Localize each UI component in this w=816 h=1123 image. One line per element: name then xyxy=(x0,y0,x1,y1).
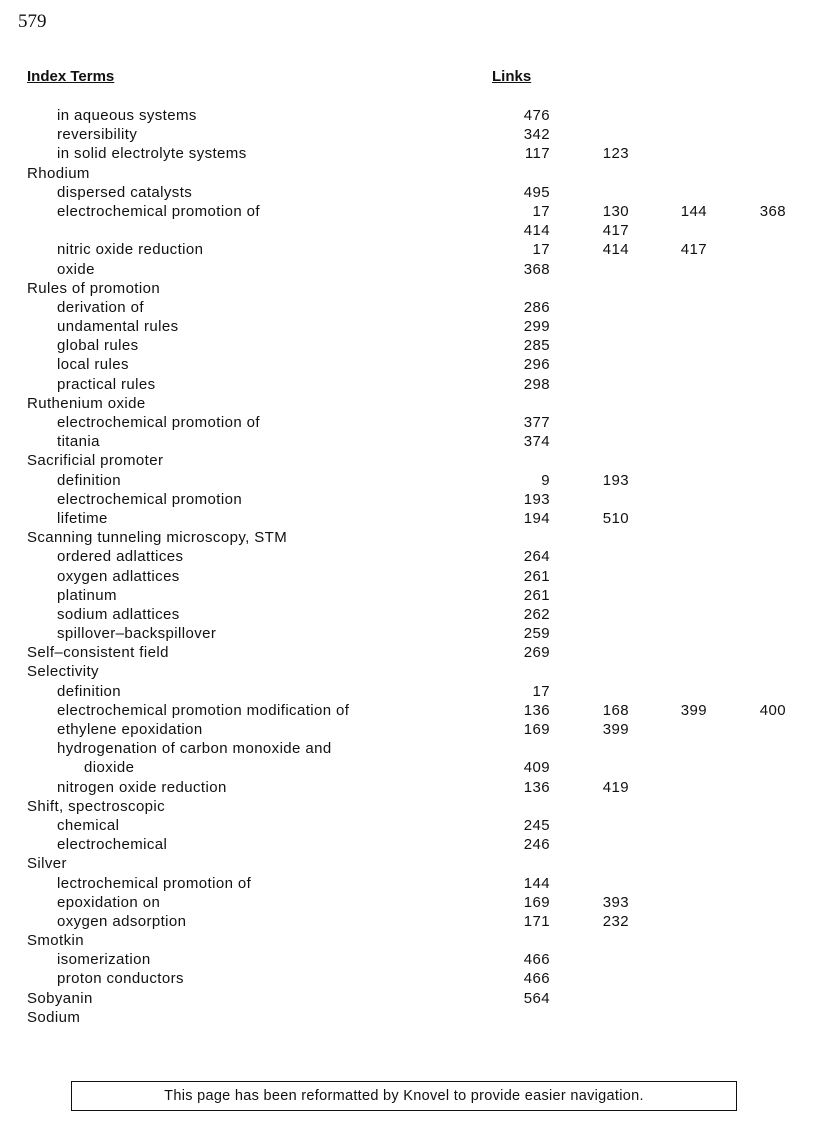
page-link[interactable]: 417 xyxy=(602,222,629,240)
index-subterm: in solid electrolyte systems xyxy=(57,145,247,163)
page-link[interactable]: 377 xyxy=(523,414,550,431)
page-link[interactable]: 169 xyxy=(523,893,550,911)
index-subterm: electrochemical promotion of xyxy=(57,414,260,431)
index-subterm: spillover–backspillover xyxy=(57,625,217,643)
index-subterm: oxide xyxy=(57,260,95,278)
page-link[interactable]: 414 xyxy=(523,222,550,240)
page-link[interactable]: 466 xyxy=(523,970,550,988)
page-link[interactable]: 17 xyxy=(532,241,550,259)
index-subterm: electrochemical promotion xyxy=(57,490,243,508)
index-entry xyxy=(0,144,816,163)
index-entry xyxy=(0,1008,816,1027)
index-entry xyxy=(0,471,816,490)
index-term-main: Sobyanin xyxy=(27,989,93,1007)
index-subterm: proton conductors xyxy=(57,970,184,988)
page-link[interactable]: 299 xyxy=(523,318,550,336)
page-link[interactable]: 368 xyxy=(759,202,786,220)
index-entry xyxy=(0,739,816,758)
page-link[interactable]: 259 xyxy=(523,625,550,643)
page-link[interactable]: 117 xyxy=(524,145,550,163)
index-entry xyxy=(0,643,816,662)
index-terms-heading: Index Terms xyxy=(27,68,115,85)
index-entry xyxy=(0,260,816,279)
page-number: 579 xyxy=(18,11,47,32)
index-entry xyxy=(0,854,816,873)
page-link[interactable]: 193 xyxy=(523,490,550,508)
index-entry xyxy=(0,221,816,240)
page-link[interactable]: 17 xyxy=(532,202,550,220)
index-entry xyxy=(0,183,816,202)
page-link[interactable]: 17 xyxy=(532,682,550,700)
index-term-main: Silver xyxy=(27,855,67,873)
index-subterm: isomerization xyxy=(57,951,151,969)
index-entry xyxy=(0,394,816,413)
page-link[interactable]: 245 xyxy=(523,816,550,834)
page-link[interactable]: 298 xyxy=(523,375,550,393)
index-subterm: epoxidation on xyxy=(57,893,161,911)
page-link[interactable]: 400 xyxy=(759,701,786,719)
index-entry xyxy=(0,950,816,969)
page-link[interactable]: 495 xyxy=(523,183,550,201)
index-entry xyxy=(0,202,816,221)
index-entry xyxy=(0,912,816,931)
index-entry xyxy=(0,624,816,643)
index-entry xyxy=(0,758,816,777)
index-term-main: Ruthenium oxide xyxy=(27,394,146,412)
index-term-main: Rhodium xyxy=(27,164,90,182)
index-entry xyxy=(0,125,816,144)
page-link[interactable]: 409 xyxy=(523,759,550,777)
index-subterm: nitric oxide reduction xyxy=(57,241,204,259)
index-term-main: Sacrificial promoter xyxy=(27,452,164,470)
index-subterm: sodium adlattices xyxy=(57,605,180,623)
index-entry xyxy=(0,605,816,624)
page-link[interactable]: 261 xyxy=(523,586,550,604)
index-entry xyxy=(0,432,816,451)
index-entry xyxy=(0,279,816,298)
knovel-notice-text: This page has been reformatted by Knovel to provide easier navigation. xyxy=(164,1088,644,1104)
index-subterm: hydrogenation of carbon monoxide and xyxy=(57,740,332,758)
page-link[interactable]: 417 xyxy=(680,241,707,259)
page-link[interactable]: 466 xyxy=(523,951,550,969)
index-entry xyxy=(0,490,816,509)
index-entry xyxy=(0,451,816,470)
index-subterm: titania xyxy=(57,433,100,451)
page-link[interactable]: 9 xyxy=(541,471,550,489)
page-link[interactable]: 168 xyxy=(602,701,629,719)
index-entry xyxy=(0,816,816,835)
index-entry xyxy=(0,547,816,566)
index-header xyxy=(0,68,816,88)
page-link[interactable]: 564 xyxy=(523,989,550,1007)
page-link[interactable]: 264 xyxy=(523,548,550,566)
page-link[interactable]: 136 xyxy=(523,778,550,796)
index-entry xyxy=(0,778,816,797)
index-entry xyxy=(0,874,816,893)
index-subterm: practical rules xyxy=(57,375,156,393)
index-entry xyxy=(0,682,816,701)
index-entry xyxy=(0,298,816,317)
links-heading: Links xyxy=(492,68,532,85)
page-link[interactable]: 246 xyxy=(523,836,550,854)
page-link[interactable]: 269 xyxy=(523,644,550,662)
knovel-notice xyxy=(71,1081,737,1111)
page-link[interactable]: 136 xyxy=(523,701,550,719)
index-entry xyxy=(0,355,816,374)
page-link[interactable]: 261 xyxy=(523,567,550,585)
index-entry xyxy=(0,720,816,739)
page-link[interactable]: 419 xyxy=(602,778,629,796)
page-link[interactable]: 393 xyxy=(602,893,629,911)
page-link[interactable]: 123 xyxy=(602,145,629,163)
index-term-main: Smotkin xyxy=(27,932,84,950)
page-link[interactable]: 510 xyxy=(602,509,629,527)
index-subterm: electrochemical xyxy=(57,836,168,854)
index-entry xyxy=(0,509,816,528)
index-term-main: Sodium xyxy=(27,1008,81,1026)
page-link[interactable]: 171 xyxy=(523,912,550,930)
index-subterm: oxygen adsorption xyxy=(57,912,187,930)
index-term-main: Shift, spectroscopic xyxy=(27,797,166,815)
index-term-main: Selectivity xyxy=(27,663,99,681)
page-link[interactable]: 368 xyxy=(523,260,550,278)
page-link[interactable]: 399 xyxy=(602,721,629,738)
index-subterm: lectrochemical promotion of xyxy=(57,874,252,892)
page-link[interactable]: 476 xyxy=(523,107,550,124)
page-link[interactable]: 342 xyxy=(523,126,550,144)
index-entry xyxy=(0,893,816,912)
index-subterm: electrochemical promotion modification of xyxy=(57,701,350,719)
index-entry xyxy=(0,240,816,259)
index-entries xyxy=(0,106,816,1027)
index-entry xyxy=(0,164,816,183)
index-subterm: dioxide xyxy=(84,759,135,777)
page-link[interactable]: 399 xyxy=(680,701,707,719)
index-entry xyxy=(0,106,816,125)
index-subterm: reversibility xyxy=(57,126,138,144)
index-subterm: platinum xyxy=(57,586,117,604)
index-entry xyxy=(0,835,816,854)
index-term-main: Rules of promotion xyxy=(27,279,161,297)
index-subterm: dispersed catalysts xyxy=(57,183,193,201)
page-link[interactable]: 285 xyxy=(523,337,550,355)
index-subterm: lifetime xyxy=(57,509,108,527)
index-entry xyxy=(0,989,816,1008)
index-subterm: undamental rules xyxy=(57,318,179,336)
index-entry xyxy=(0,662,816,681)
index-subterm: derivation of xyxy=(57,298,144,316)
index-subterm: nitrogen oxide reduction xyxy=(57,778,227,796)
page-link[interactable]: 262 xyxy=(523,605,550,623)
index-entry xyxy=(0,931,816,950)
index-subterm: chemical xyxy=(57,816,120,834)
page-link[interactable]: 144 xyxy=(523,874,550,892)
page-link[interactable]: 193 xyxy=(602,471,629,489)
index-subterm: definition xyxy=(57,682,122,700)
index-entry xyxy=(0,375,816,394)
index-subterm: electrochemical promotion of xyxy=(57,202,260,220)
page-link[interactable]: 232 xyxy=(602,912,629,930)
index-subterm: local rules xyxy=(57,356,129,374)
index-entry xyxy=(0,317,816,336)
page-link[interactable]: 130 xyxy=(602,202,629,220)
page-link[interactable]: 296 xyxy=(523,356,550,374)
index-entry xyxy=(0,336,816,355)
index-subterm: oxygen adlattices xyxy=(57,567,180,585)
page-link[interactable]: 414 xyxy=(602,241,629,259)
index-entry xyxy=(0,528,816,547)
index-entry xyxy=(0,586,816,605)
page-link[interactable]: 286 xyxy=(523,298,550,316)
page-link[interactable]: 144 xyxy=(680,202,707,220)
index-term-main: Scanning tunneling microscopy, STM xyxy=(27,529,288,547)
index-subterm: ordered adlattices xyxy=(57,548,184,566)
index-entry xyxy=(0,567,816,586)
page-link[interactable]: 169 xyxy=(523,721,550,738)
index-entry xyxy=(0,969,816,988)
index-entry xyxy=(0,701,816,720)
page-link[interactable]: 374 xyxy=(523,433,550,451)
index-subterm: in aqueous systems xyxy=(57,107,197,124)
index-term-main: Self–consistent field xyxy=(27,644,169,662)
index-entry xyxy=(0,413,816,432)
index-subterm: global rules xyxy=(57,337,139,355)
index-subterm: ethylene epoxidation xyxy=(57,721,203,738)
index-subterm: definition xyxy=(57,471,122,489)
index-entry xyxy=(0,797,816,816)
page-link[interactable]: 194 xyxy=(523,509,550,527)
